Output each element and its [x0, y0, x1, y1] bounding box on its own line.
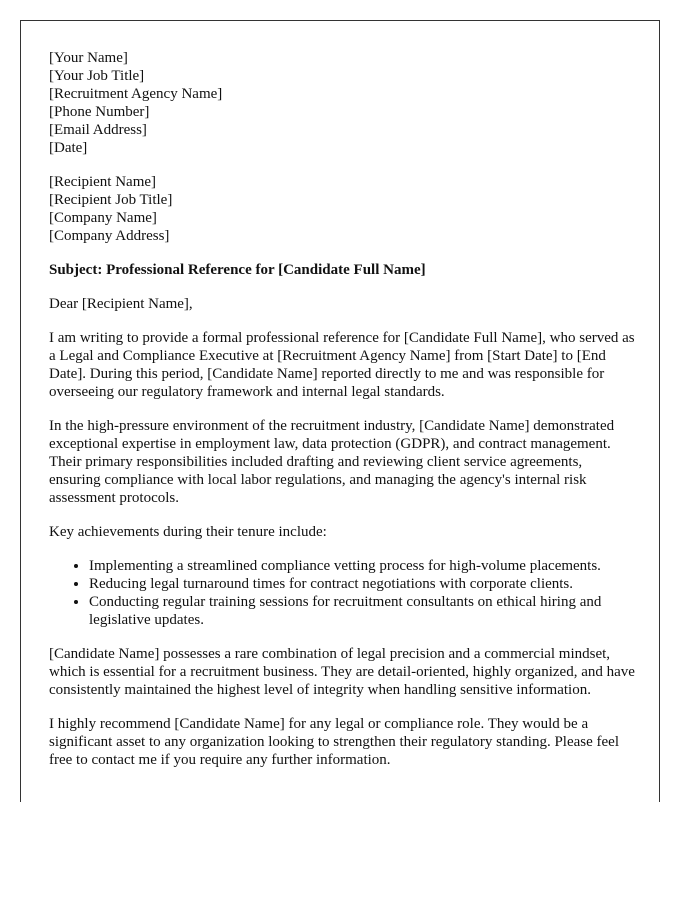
sender-address-block — [49, 49, 635, 157]
sender-name: [Your Name] — [49, 50, 128, 66]
sender-job-title: [Your Job Title] — [49, 68, 145, 84]
body-paragraph-expertise: In the high-pressure environment of the recruitment industry, [Candidate Name] demonstrated exceptional expertise in employment law, data protection (GDPR), and contract management. Their primary responsibilities included drafting and reviewing client service agreements, ensuring compliance with local labor regulations, and managing the agency's internal risk assessment protocols. — [49, 418, 615, 506]
letter-content — [49, 49, 635, 785]
sender-phone: [Phone Number] — [49, 104, 150, 120]
recipient-job-title: [Recipient Job Title] — [49, 192, 173, 208]
body-paragraph-intro: I am writing to provide a formal professional reference for [Candidate Full Name], who served as a Legal and Compliance Executive at [Recruitment Agency Name] from [Start Date] to [End Date]. During this period, [Candidate Name] reported directly to me and was responsible for overseeing our regulatory framework and internal legal standards. — [49, 330, 635, 400]
salutation: Dear [Recipient Name], — [49, 296, 193, 312]
letter-subject: Subject: Professional Reference for [Candidate Full Name] — [49, 262, 426, 278]
body-paragraph-achievements-intro: Key achievements during their tenure include: — [49, 524, 327, 540]
sender-agency-name: [Recruitment Agency Name] — [49, 86, 223, 102]
recipient-company-name: [Company Name] — [49, 210, 157, 226]
achievements-list — [49, 557, 635, 629]
body-paragraph-recommendation: I highly recommend [Candidate Name] for any legal or compliance role. They would be a significant asset to any organization looking to strengthen their regulatory standing. Please feel free to contact me if you require any further information. — [49, 716, 619, 768]
sender-email: [Email Address] — [49, 122, 147, 138]
body-paragraph-qualities: [Candidate Name] possesses a rare combination of legal precision and a commercial mindset, which is essential for a recruitment business. They are detail-oriented, highly organized, and have consistently maintained the highest level of integrity when handling sensitive information. — [49, 646, 635, 698]
recipient-name: [Recipient Name] — [49, 174, 157, 190]
list-item: • Implementing a streamlined compliance vetting process for high-volume placements. — [89, 557, 635, 575]
recipient-address-block — [49, 173, 635, 245]
list-item: • Conducting regular training sessions for recruitment consultants on ethical hiring and legislative updates. — [89, 593, 635, 629]
letter-page — [20, 20, 660, 802]
list-item: • Reducing legal turnaround times for contract negotiations with corporate clients. — [89, 575, 635, 593]
letter-date: [Date] — [49, 140, 88, 156]
recipient-company-address: [Company Address] — [49, 228, 170, 244]
